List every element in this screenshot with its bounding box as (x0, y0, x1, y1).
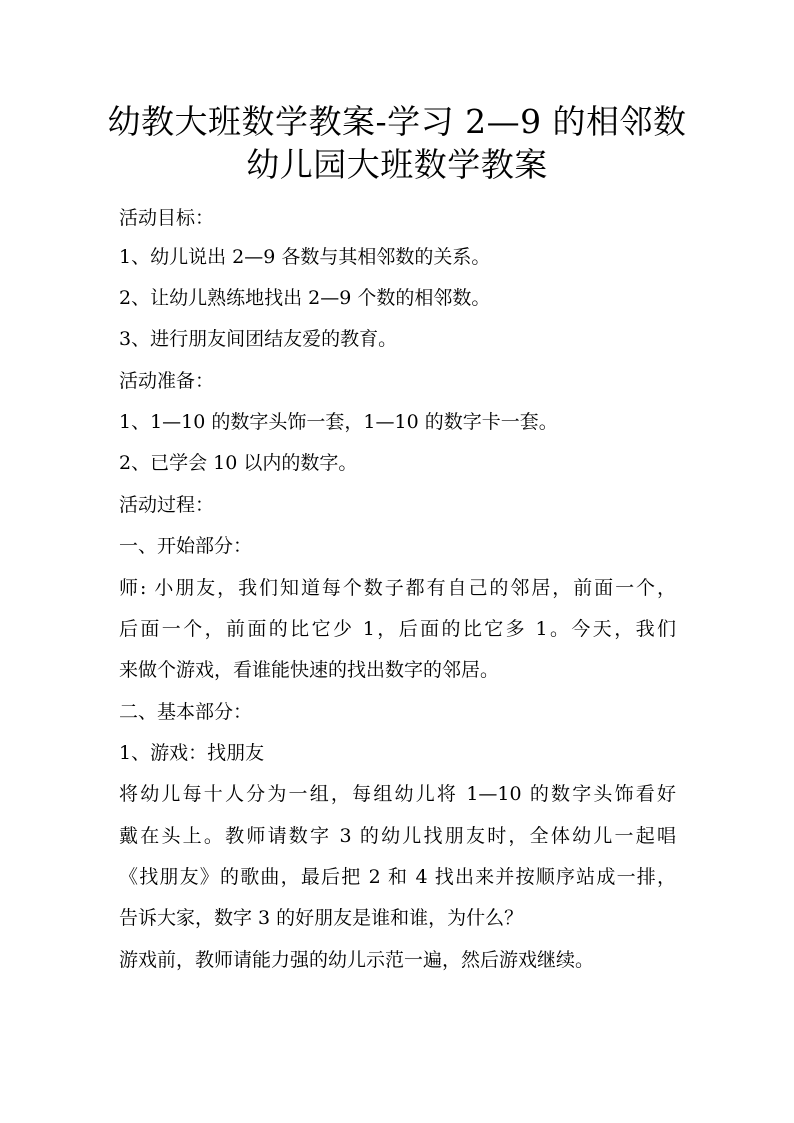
paragraph-line: 3、进行朋友间团结友爱的教育。 (119, 328, 398, 350)
paragraph-line: 《找朋友》的歌曲，最后把 2 和 4 找出来并按顺序站成一排， (119, 866, 676, 888)
paragraph-line: 游戏前，教师请能力强的幼儿示范一遍，然后游戏继续。 (119, 949, 595, 971)
paragraph-line: 1、1—10 的数字头饰一套，1—10 的数字卡一套。 (119, 411, 558, 433)
paragraph-line: 后面一个，前面的比它少 1，后面的比它多 1。今天，我们 (119, 618, 676, 640)
paragraph-line: 戴在头上。教师请数字 3 的幼儿找朋友时，全体幼儿一起唱 (119, 825, 676, 847)
section-heading-preparation: 活动准备： (119, 370, 215, 392)
document-title-line-2: 幼儿园大班数学教案 (246, 145, 548, 184)
paragraph-line: 1、幼儿说出 2—9 各数与其相邻数的关系。 (119, 246, 491, 268)
subsection-heading-basic: 二、基本部分： (119, 701, 253, 723)
document-title-line-1: 幼教大班数学教案-学习 2—9 的相邻数 (107, 102, 687, 141)
paragraph-line: 告诉大家，数字 3 的好朋友是谁和谁，为什么？ (119, 907, 524, 929)
paragraph-line: 将幼儿每十人分为一组，每组幼儿将 1—10 的数字头饰看好 (119, 783, 676, 805)
section-heading-objectives: 活动目标： (119, 207, 215, 229)
paragraph-line: 2、让幼儿熟练地找出 2—9 个数的相邻数。 (119, 287, 491, 309)
section-heading-process: 活动过程： (119, 494, 215, 516)
paragraph-line: 2、已学会 10 以内的数字。 (119, 452, 358, 474)
subsection-heading-opening: 一、开始部分： (119, 535, 253, 557)
game-heading: 1、游戏：找朋友 (119, 742, 265, 764)
paragraph-line: 师: 小朋友，我们知道每个数子都有自己的邻居，前面一个， (119, 577, 676, 599)
paragraph-line: 来做个游戏，看谁能快速的找出数字的邻居。 (119, 659, 500, 681)
